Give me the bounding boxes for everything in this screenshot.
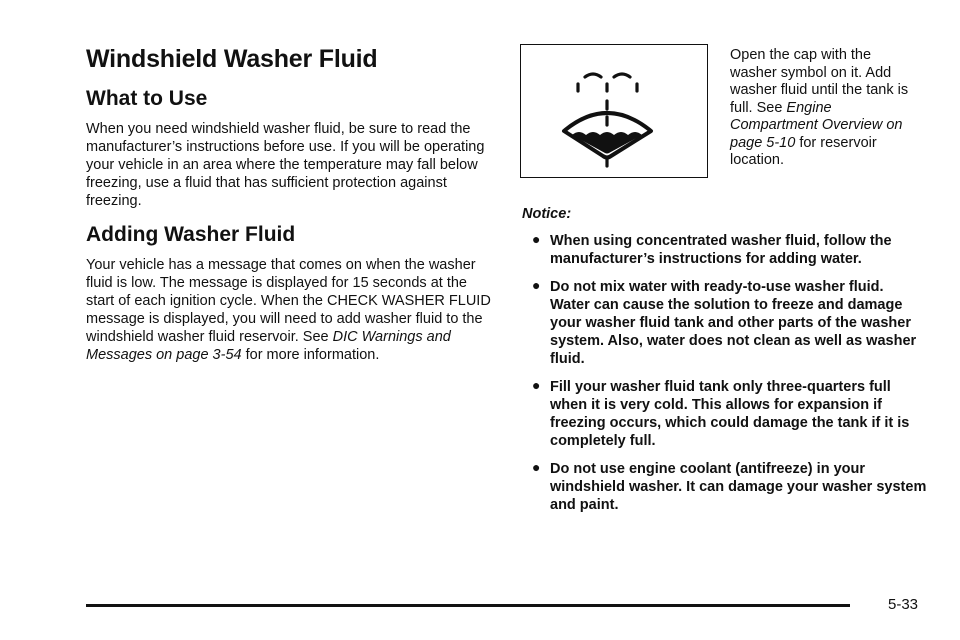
- dic-warnings-reference: DIC Warnings and Messages on page 3-54: [86, 329, 451, 363]
- adding-body-end: for more information.: [241, 347, 380, 363]
- caption-end: for reservoir location.: [730, 134, 877, 168]
- notice-item-text: Do not use engine coolant (antifreeze) in your windshield washer. It can damage your washer system and paint.: [550, 461, 927, 513]
- engine-compartment-reference: Engine Compartment Overview on page 5-10: [730, 99, 903, 151]
- section-what-to-use-body: When you need windshield washer fluid, be sure to read the manufacturer’s instructions before use. If you will be operating your vehicle in an area where the temperature may fall below freezing, use a fluid that has sufficient protection against freezing.: [86, 121, 485, 209]
- notice-item: [522, 378, 927, 450]
- notice-item: [522, 460, 927, 514]
- notice-list: [522, 232, 927, 514]
- section-adding-washer-fluid-title: Adding Washer Fluid: [86, 223, 296, 246]
- notice-item-text: When using concentrated washer fluid, follow the manufacturer’s instructions for adding water.: [550, 233, 892, 267]
- page-number: 5-33: [888, 596, 919, 613]
- bullet-icon: ●: [532, 231, 541, 247]
- page-heading: Windshield Washer Fluid: [86, 45, 378, 73]
- notice-title: Notice:: [522, 206, 572, 222]
- notice-block: [522, 206, 927, 524]
- bullet-icon: ●: [532, 459, 541, 475]
- adding-body-start: Your vehicle has a message that comes on when the washer fluid is low. The message is displayed for 15 seconds at the start of each ignition cycle. When the CHECK WASHER FLUID message is displayed, you will need to add washer fluid to the windshield washer fluid reservoir. See: [86, 257, 491, 345]
- notice-item-text: Fill your washer fluid tank only three-quarters full when it is very cold. This allows for expansion if freezing occurs, which could damage the tank if it is completely full.: [550, 379, 910, 449]
- notice-item: [522, 278, 927, 368]
- washer-symbol-figure: [520, 44, 708, 178]
- section-what-to-use-title: What to Use: [86, 87, 208, 110]
- washer-fluid-symbol-icon: [521, 45, 709, 179]
- notice-item: [522, 232, 927, 268]
- footer-rule: [86, 604, 850, 607]
- bullet-icon: ●: [532, 277, 541, 293]
- bullet-icon: ●: [532, 377, 541, 393]
- left-column: [86, 44, 496, 364]
- figure-caption: [730, 47, 920, 170]
- section-adding-washer-fluid-body: [86, 256, 496, 364]
- caption-start: Open the cap with the washer symbol on it. Add washer fluid until the tank is full. See: [730, 47, 909, 116]
- notice-item-text: Do not mix water with ready-to-use washer fluid. Water can cause the solution to freeze and damage your washer fluid tank and other parts of the washer system. Also, water does not clean as well as washer fluid.: [550, 279, 917, 367]
